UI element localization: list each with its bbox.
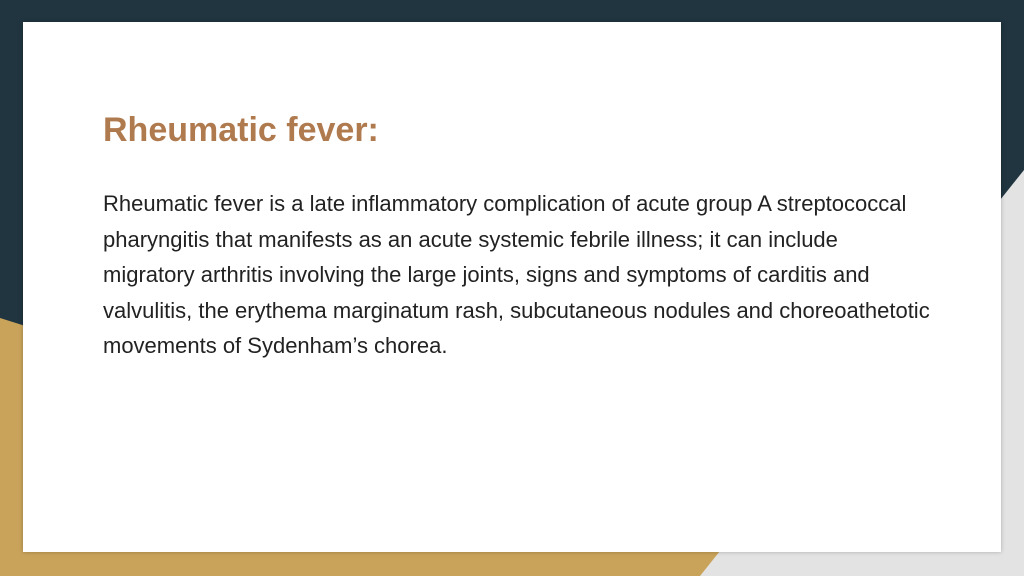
slide-body-text: Rheumatic fever is a late inflammatory complication of acute group A streptococcal pharyngitis that manifests as an acute systemic febrile illness; it can include migratory arthritis involving the large joints, signs and symptoms of carditis and valvulitis, the erythema marginatum rash, subcutaneous nodules and choreoathetotic movements of Sydenham’s chorea. [103, 191, 930, 358]
slide-card [23, 22, 1001, 552]
slide-title: Rheumatic fever: [103, 111, 379, 149]
